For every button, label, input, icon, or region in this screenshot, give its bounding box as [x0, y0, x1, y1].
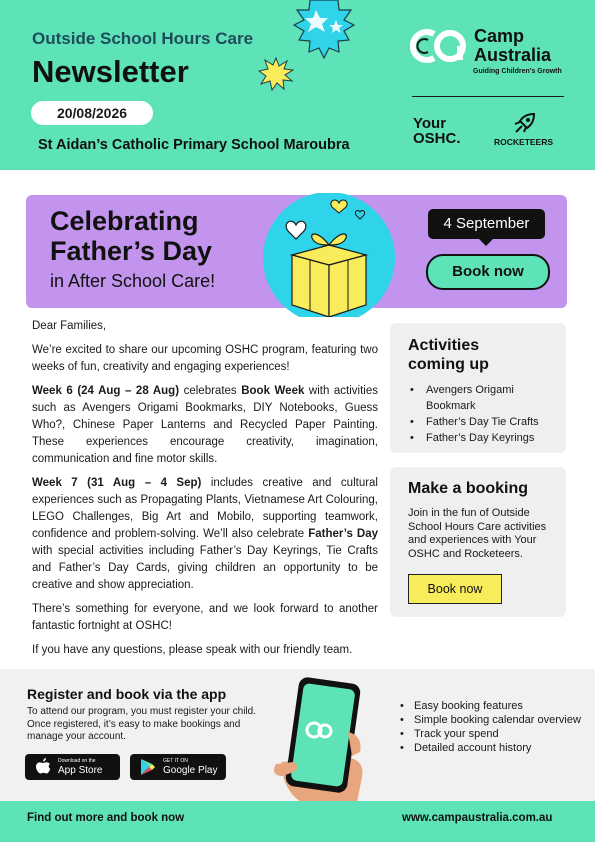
closing-paragraph: There’s something for everyone, and we look forward to another fantastic fortnight at OSHC!	[32, 603, 378, 632]
page-title: Newsletter	[32, 54, 189, 89]
apple-icon	[35, 758, 51, 776]
intro-paragraph: We’re excited to share our upcoming OSHC program, featuring two weeks of fun, creativity and engaging experiences!	[32, 344, 378, 373]
your-oshc-logo	[413, 116, 461, 146]
list-item: • Track your spend	[398, 727, 588, 741]
book-now-button[interactable]: Book now	[408, 574, 502, 604]
list-item: • Simple booking calendar overview	[398, 713, 588, 727]
gift-icon	[262, 193, 396, 317]
event-date-label: 4 September	[428, 209, 545, 239]
google-play-big-text: Google Play	[163, 765, 218, 776]
newsletter-date: 20/08/2026	[31, 101, 153, 125]
app-store-button[interactable]	[25, 754, 120, 780]
school-name: St Aidan’s Catholic Primary School Maroubra	[38, 137, 350, 153]
newsletter-body	[32, 318, 378, 666]
week7-text-a: includes creative and cultural experiences such as Propagating Plants, Vietnamese Art Colouring, LEGO Challenges, Big Art and Mobilo, supporting teamwork, confidence and problem-solving. We’ll also celebrate	[32, 477, 378, 540]
banner-title	[50, 206, 212, 266]
questions-paragraph: If you have any questions, please speak with our friendly team.	[32, 644, 353, 656]
booking-title: Make a booking	[408, 480, 529, 497]
week7-text-b: with special activities including Father’s Day Keyrings, Tie Crafts and Father’s Day Cards, giving children an opportunity to be creative and show appreciation.	[32, 545, 378, 591]
banner-title-line1: Celebrating	[50, 206, 199, 236]
week6-paragraph	[32, 383, 378, 468]
banner-subtitle: in After School Care!	[50, 271, 216, 291]
brand-name-line2: Australia	[474, 45, 552, 65]
rocketeers-logo: ROCKETEERS	[494, 137, 554, 147]
header-subtitle: Outside School Hours Care	[32, 29, 254, 48]
greeting: Dear Families,	[32, 320, 107, 332]
week6-text-a: celebrates	[179, 385, 242, 397]
activities-title-line2: coming up	[408, 356, 489, 373]
week7-fathers-day: Father’s Day	[308, 528, 379, 540]
google-play-small-text: GET IT ON	[163, 758, 188, 764]
week7-heading: Week 7 (31 Aug – 4 Sep)	[32, 477, 202, 489]
app-section-title: Register and book via the app	[27, 686, 227, 702]
booking-text: Join in the fun of Outside School Hours Care activities and experiences with Your OSHC and Rocketeers.	[408, 507, 547, 560]
rocket-icon	[512, 112, 538, 136]
banner-book-now-button[interactable]: Book now	[426, 254, 550, 290]
app-features-list	[398, 699, 588, 755]
activities-title	[408, 336, 489, 374]
list-item: • Detailed account history	[398, 741, 588, 755]
week6-book-week: Book Week	[241, 385, 305, 397]
brand-name-line1: Camp	[474, 26, 525, 46]
google-play-button[interactable]	[130, 754, 226, 780]
list-item: • Avengers Origami Bookmark	[408, 382, 558, 414]
list-item: • Easy booking features	[398, 699, 588, 713]
list-item: • Father’s Day Keyrings	[408, 430, 558, 446]
brand-tagline: Guiding Children’s Growth	[473, 68, 562, 75]
website-link[interactable]: www.campaustralia.com.au	[402, 812, 553, 824]
footer-cta: Find out more and book now	[27, 812, 185, 824]
starburst-decoration	[284, 0, 364, 60]
app-store-small-text: Download on the	[58, 758, 96, 764]
your-oshc-line1: Your	[413, 115, 447, 132]
date-label-pointer	[478, 238, 494, 246]
brand-name	[474, 27, 551, 65]
activities-title-line1: Activities	[408, 337, 480, 354]
your-oshc-line2: OSHC.	[413, 130, 461, 147]
camp-australia-logo-icon	[410, 26, 470, 66]
header-divider	[412, 96, 564, 97]
activities-list	[408, 382, 558, 446]
phone-hand-illustration	[262, 672, 372, 802]
list-item: • Father’s Day Tie Crafts	[408, 414, 558, 430]
week6-text-b: with activities such as Avengers Origami Bookmarks, DIY Notebooks, Guess Who?, Chinese Paper Lanterns and Recycled Paper Painting. These experiences encourage creativity, imagination, communication and fine motor skills.	[32, 385, 379, 465]
app-section-text: To attend our program, you must register your child. Once registered, it’s easy to make bookings and manage your account.	[27, 706, 256, 742]
banner-title-line2: Father’s Day	[50, 236, 213, 266]
app-store-big-text: App Store	[58, 765, 103, 776]
week6-heading: Week 6 (24 Aug – 28 Aug)	[32, 385, 180, 397]
week7-paragraph	[32, 475, 378, 594]
google-play-icon	[140, 759, 156, 775]
sun-burst-icon	[258, 57, 294, 91]
